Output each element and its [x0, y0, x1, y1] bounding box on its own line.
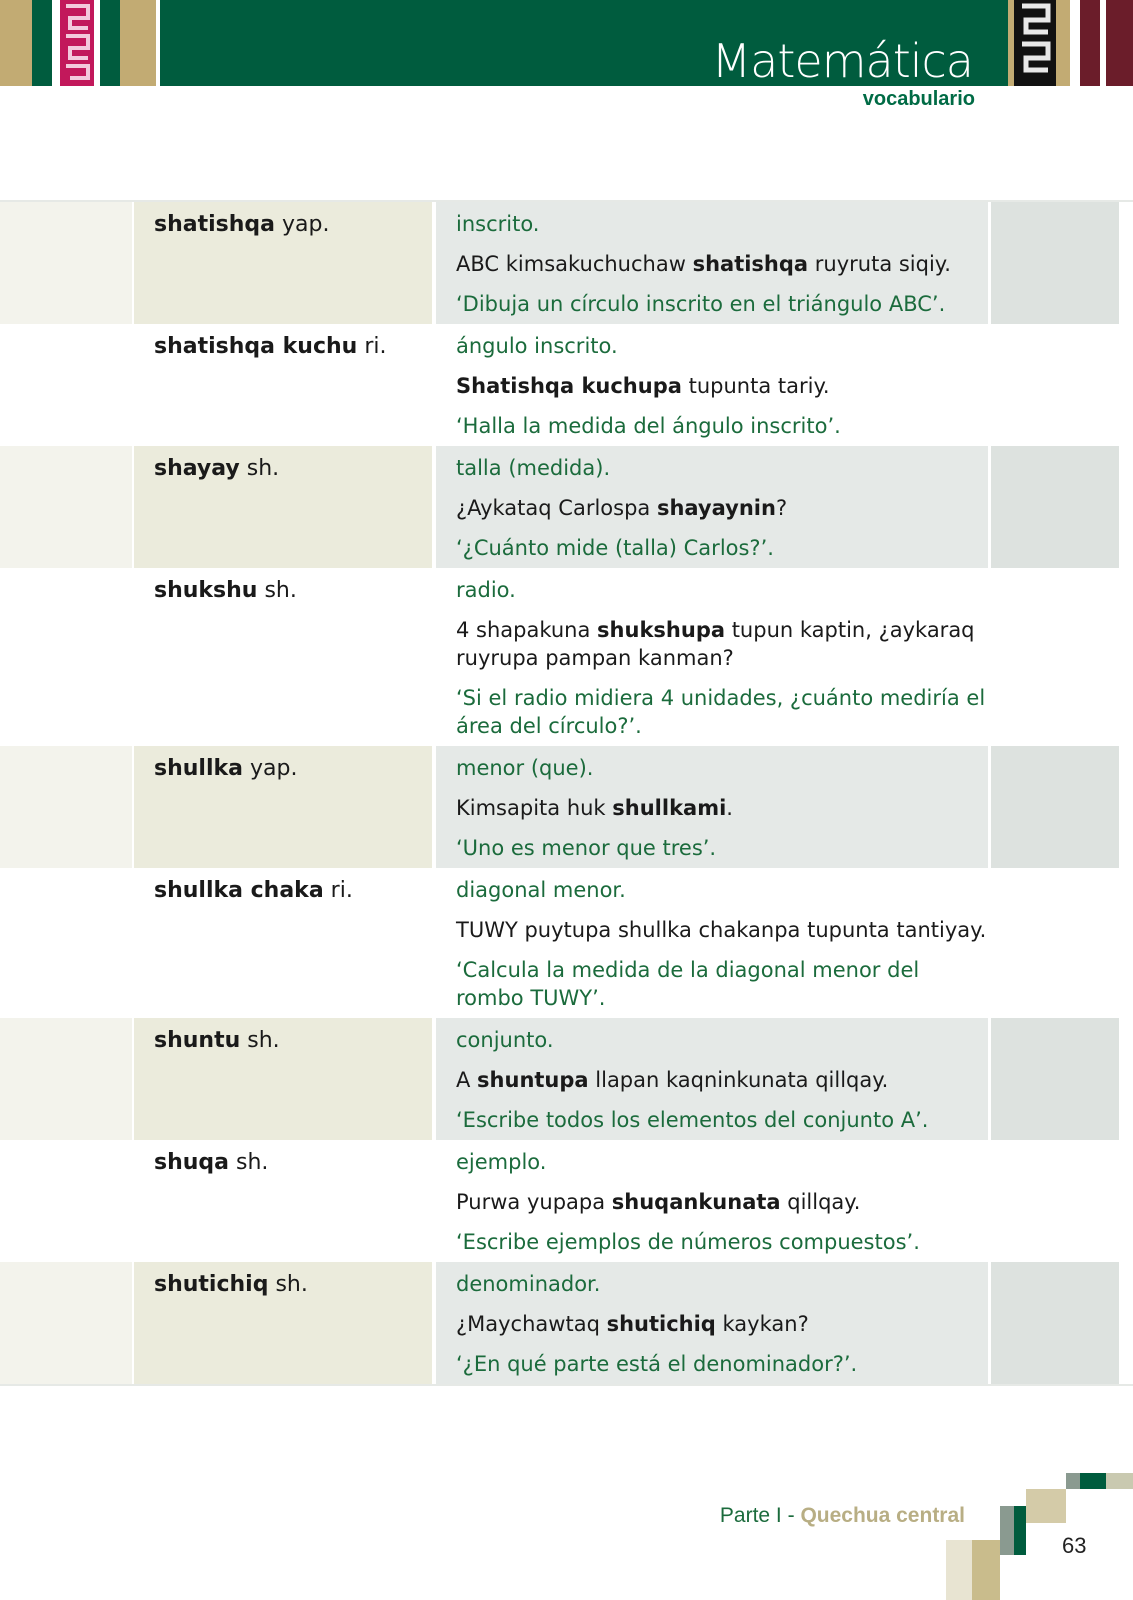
row-side	[991, 746, 1119, 868]
headword-cell	[134, 446, 432, 568]
example-keyword: shayaynin	[656, 496, 776, 520]
definition-cell	[436, 202, 988, 324]
headword: shuqa	[154, 1150, 230, 1175]
spanish-translation: ‘Escribe ejemplos de números compuestos’.	[456, 1230, 920, 1254]
header-pattern-magenta	[60, 0, 94, 86]
example-text: ABC kimsakuchuchaw	[456, 252, 693, 276]
part-of-speech: ri.	[364, 334, 387, 359]
spanish-gloss: denominador.	[456, 1272, 601, 1296]
headword-cell	[134, 746, 432, 868]
row-side	[991, 446, 1119, 568]
page-subtitle: vocabulario	[862, 88, 975, 110]
example-text: tupunta tariy.	[681, 374, 830, 398]
row-side	[991, 1018, 1119, 1140]
definition-cell	[436, 1140, 988, 1262]
footer-block	[1026, 1489, 1066, 1523]
part-of-speech: sh.	[247, 1028, 280, 1053]
headword: shatishqa kuchu	[154, 334, 358, 359]
example-text: ?	[775, 496, 788, 520]
spanish-gloss: ángulo inscrito.	[456, 334, 618, 358]
footer-block	[946, 1540, 972, 1600]
example-keyword: shuntupa	[477, 1068, 589, 1092]
example-text: 4 shapakuna	[456, 618, 598, 642]
header-stripe-white	[52, 0, 60, 86]
headword-cell	[134, 568, 432, 746]
spanish-gloss: diagonal menor.	[456, 878, 626, 902]
spanish-gloss: menor (que).	[456, 756, 594, 780]
headword-cell	[134, 324, 432, 446]
definition-cell	[436, 1262, 988, 1384]
page-header	[0, 0, 1133, 86]
page-title: Matemática	[711, 34, 973, 88]
headword: shuntu	[154, 1028, 241, 1053]
header-stripe-green	[32, 0, 52, 86]
example-text: kaykan?	[715, 1312, 809, 1336]
example-text: TUWY puytupa shullka chakanpa tupunta tantiyay.	[456, 918, 987, 942]
row-side	[991, 324, 1119, 446]
row-side	[991, 202, 1119, 324]
part-of-speech: yap.	[249, 756, 298, 781]
row-margin	[0, 1140, 132, 1262]
spanish-gloss: conjunto.	[456, 1028, 554, 1052]
example-text: .	[726, 796, 733, 820]
row-margin	[0, 746, 132, 868]
example-keyword: shutichiq	[606, 1312, 716, 1336]
header-stripe-maroon	[1106, 0, 1133, 86]
quechua-example	[456, 494, 988, 522]
example-keyword: Shatishqa kuchupa	[456, 374, 682, 398]
definition-cell	[436, 446, 988, 568]
header-stripe-white	[1070, 0, 1080, 86]
definition-cell	[436, 868, 988, 1018]
spanish-translation: ‘¿Cuánto mide (talla) Carlos?’.	[456, 536, 774, 560]
vocab-entry	[0, 746, 1133, 868]
quechua-example	[456, 794, 988, 822]
definition-cell	[436, 1018, 988, 1140]
vocab-entry	[0, 324, 1133, 446]
example-text: llapan kaqninkunata qillqay.	[588, 1068, 889, 1092]
header-stripe-gold	[120, 0, 156, 86]
vocab-entry	[0, 1262, 1133, 1386]
headword: shatishqa	[154, 212, 276, 237]
footer-block	[972, 1540, 1000, 1600]
example-text: Purwa yupapa	[456, 1190, 612, 1214]
footer-language: Quechua central	[800, 1504, 965, 1527]
row-margin	[0, 1018, 132, 1140]
example-keyword: shatishqa	[692, 252, 809, 276]
spanish-gloss: inscrito.	[456, 212, 540, 236]
row-margin	[0, 568, 132, 746]
headword: shullka chaka	[154, 878, 324, 903]
example-text: ¿Maychawtaq	[456, 1312, 607, 1336]
header-stripe-maroon	[1080, 0, 1100, 86]
part-of-speech: sh.	[275, 1272, 308, 1297]
vocabulary-table	[0, 200, 1133, 1386]
example-text: tupun kaptin, ¿aykaraq ruyrupa pampan kanman?	[456, 618, 975, 670]
row-side	[991, 1262, 1119, 1384]
spanish-translation: ‘Halla la medida del ángulo inscrito’.	[456, 414, 841, 438]
spanish-gloss: talla (medida).	[456, 456, 611, 480]
footer-block	[1080, 1473, 1106, 1489]
footer-block	[1066, 1473, 1080, 1489]
quechua-example	[456, 1066, 988, 1094]
header-stripe-gold	[0, 0, 32, 86]
example-text: A	[456, 1068, 478, 1092]
row-side	[991, 1140, 1119, 1262]
page-number: 63	[1062, 1533, 1087, 1558]
row-margin	[0, 324, 132, 446]
vocab-entry	[0, 1018, 1133, 1140]
example-keyword: shuqankunata	[611, 1190, 781, 1214]
part-of-speech: yap.	[282, 212, 330, 237]
headword: shullka	[154, 756, 243, 781]
vocab-entry	[0, 446, 1133, 568]
vocab-entry	[0, 868, 1133, 1018]
example-text: qillqay.	[780, 1190, 861, 1214]
footer-part: Parte I -	[719, 1504, 801, 1527]
header-stripe-gold	[1056, 0, 1070, 86]
row-margin	[0, 202, 132, 324]
example-text: ¿Aykataq Carlospa	[456, 496, 657, 520]
quechua-example	[456, 916, 988, 944]
vocab-entry	[0, 200, 1133, 324]
spanish-translation: ‘Dibuja un círculo inscrito en el triángulo ABC’.	[456, 292, 946, 316]
headword: shutichiq	[154, 1272, 269, 1297]
vocab-entry	[0, 568, 1133, 746]
spanish-translation: ‘Escribe todos los elementos del conjunto A’.	[456, 1108, 929, 1132]
example-text: ruyruta siqiy.	[808, 252, 951, 276]
footer-part-label	[720, 1504, 965, 1528]
spanish-translation: ‘Calcula la medida de la diagonal menor del rombo TUWY’.	[456, 958, 920, 1010]
example-text: Kimsapita huk	[456, 796, 613, 820]
vocab-entry	[0, 1140, 1133, 1262]
headword-cell	[134, 868, 432, 1018]
row-margin	[0, 446, 132, 568]
quechua-example	[456, 1310, 988, 1338]
headword-cell	[134, 1262, 432, 1384]
part-of-speech: sh.	[246, 456, 280, 481]
quechua-example	[456, 372, 988, 400]
headword: shukshu	[154, 578, 258, 603]
header-pattern-black	[1014, 0, 1056, 86]
headword-cell	[134, 1018, 432, 1140]
example-keyword: shullkami	[612, 796, 727, 820]
footer-block	[1106, 1473, 1133, 1489]
spanish-translation: ‘Uno es menor que tres’.	[456, 836, 717, 860]
footer-block	[1014, 1506, 1026, 1555]
row-side	[991, 568, 1119, 746]
header-stripe-green	[100, 0, 120, 86]
headword: shayay	[154, 456, 240, 481]
spanish-gloss: ejemplo.	[456, 1150, 547, 1174]
example-keyword: shukshupa	[597, 618, 726, 642]
headword-cell	[134, 1140, 432, 1262]
part-of-speech: ri.	[330, 878, 353, 903]
row-margin	[0, 1262, 132, 1384]
part-of-speech: sh.	[264, 578, 297, 603]
definition-cell	[436, 746, 988, 868]
definition-cell	[436, 324, 988, 446]
headword-cell	[134, 202, 432, 324]
spanish-translation: ‘¿En qué parte está el denominador?’.	[456, 1352, 858, 1376]
quechua-example	[456, 1188, 988, 1216]
row-margin	[0, 868, 132, 1018]
quechua-example	[456, 250, 988, 278]
definition-cell	[436, 568, 988, 746]
row-side	[991, 868, 1119, 1018]
part-of-speech: sh.	[236, 1150, 269, 1175]
quechua-example	[456, 616, 988, 672]
spanish-translation: ‘Si el radio midiera 4 unidades, ¿cuánto mediría el área del círculo?’.	[456, 686, 986, 738]
spanish-gloss: radio.	[456, 578, 516, 602]
